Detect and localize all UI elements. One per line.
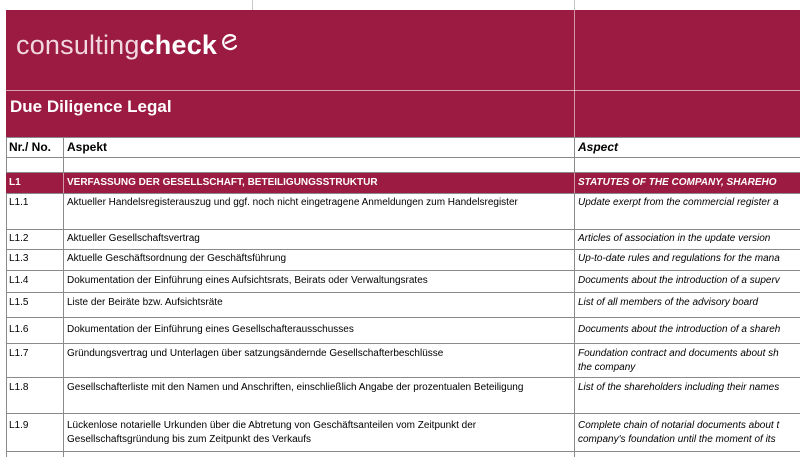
- row-aspect: Update exerpt from the commercial register a: [578, 197, 779, 208]
- grid-hline: [6, 229, 800, 230]
- grid-hline: [6, 377, 800, 378]
- row-aspekt: Gesellschafterliste mit den Namen und Anschriften, einschließlich Angabe der prozentualen Beteiligung: [67, 382, 524, 393]
- row-aspekt: Aktueller Handelsregisterauszug und ggf. noch nicht eingetragene Anmeldungen zum Handelsregister: [67, 197, 518, 208]
- column-header-nr: Nr./ No.: [9, 140, 52, 154]
- grid-hline: [6, 157, 800, 158]
- row-nr: L1.3: [9, 253, 29, 264]
- section-aspect: STATUTES OF THE COMPANY, SHAREHO: [578, 177, 777, 188]
- row-aspekt: Aktuelle Geschäftsordnung der Geschäftsführung: [67, 253, 287, 264]
- row-aspekt: Aktueller Gesellschaftsvertrag: [67, 233, 200, 244]
- row-aspekt: Liste der Beiräte bzw. Aufsichtsräte: [67, 297, 223, 308]
- row-aspect: Documents about the introduction of a shareh: [578, 324, 781, 335]
- row-nr: L1.6: [9, 324, 29, 335]
- row-nr: L1.8: [9, 382, 29, 393]
- grid-hline: [6, 193, 800, 194]
- row-aspect: Foundation contract and documents about sh: [578, 348, 779, 359]
- row-aspekt: Dokumentation der Einführung eines Gesellschafterausschusses: [67, 324, 354, 335]
- logo-light-text: consulting: [16, 30, 140, 60]
- row-aspect-continued: the company: [578, 362, 636, 373]
- row-aspect: Articles of association in the update version: [578, 233, 771, 244]
- row-nr: L1.1: [9, 197, 29, 208]
- grid-hline: [6, 317, 800, 318]
- header-column-divider: [574, 10, 575, 137]
- header-row-divider: [6, 90, 800, 91]
- row-aspekt: Gründungsvertrag und Unterlagen über satzungsändernde Gesellschafterbeschlüsse: [67, 348, 444, 359]
- top-gridline-strip: [0, 0, 800, 10]
- column-header-aspect: Aspect: [578, 140, 619, 154]
- grid-hline: [6, 413, 800, 414]
- logo-check-icon: [220, 33, 240, 53]
- row-nr: L1.5: [9, 297, 29, 308]
- row-aspect: Complete chain of notarial documents about t: [578, 420, 780, 431]
- column-header-aspekt: Aspekt: [67, 140, 108, 154]
- row-aspekt-continued: Gesellschaftsgründung bis zum Zeitpunkt des Verkaufs: [67, 434, 312, 445]
- row-aspect: Documents about the introduction of a superv: [578, 275, 780, 286]
- row-aspekt: Lückenlose notarielle Urkunden über die Abtretung von Geschäftsanteilen vom Zeitpunkt der: [67, 420, 477, 431]
- section-nr: L1: [9, 177, 21, 188]
- section-divider: [63, 173, 64, 193]
- grid-hline: [6, 451, 800, 452]
- row-nr: L1.7: [9, 348, 29, 359]
- row-aspect: List of all members of the advisory board: [578, 297, 759, 308]
- section-aspekt: VERFASSUNG DER GESELLSCHAFT, BETEILIGUNGSSTRUKTUR: [67, 177, 378, 188]
- grid-hline: [6, 137, 800, 138]
- consultingcheck-logo: [16, 30, 217, 61]
- row-nr: L1.9: [9, 420, 29, 431]
- row-aspect-continued: company's foundation until the moment of its: [578, 434, 776, 445]
- grid-hline: [6, 343, 800, 344]
- row-aspect: Up-to-date rules and regulations for the mana: [578, 253, 780, 264]
- row-aspekt: Dokumentation der Einführung eines Aufsichtsrats, Beirats oder Verwaltungsrates: [67, 275, 428, 286]
- grid-hline: [6, 270, 800, 271]
- grid-hline: [6, 249, 800, 250]
- row-nr: L1.2: [9, 233, 29, 244]
- section-divider: [574, 173, 575, 193]
- document-title: Due Diligence Legal: [10, 97, 172, 116]
- logo-bold-text: check: [139, 30, 218, 60]
- row-aspect: List of the shareholders including their names: [578, 382, 780, 393]
- row-nr: L1.4: [9, 275, 29, 286]
- grid-hline: [6, 292, 800, 293]
